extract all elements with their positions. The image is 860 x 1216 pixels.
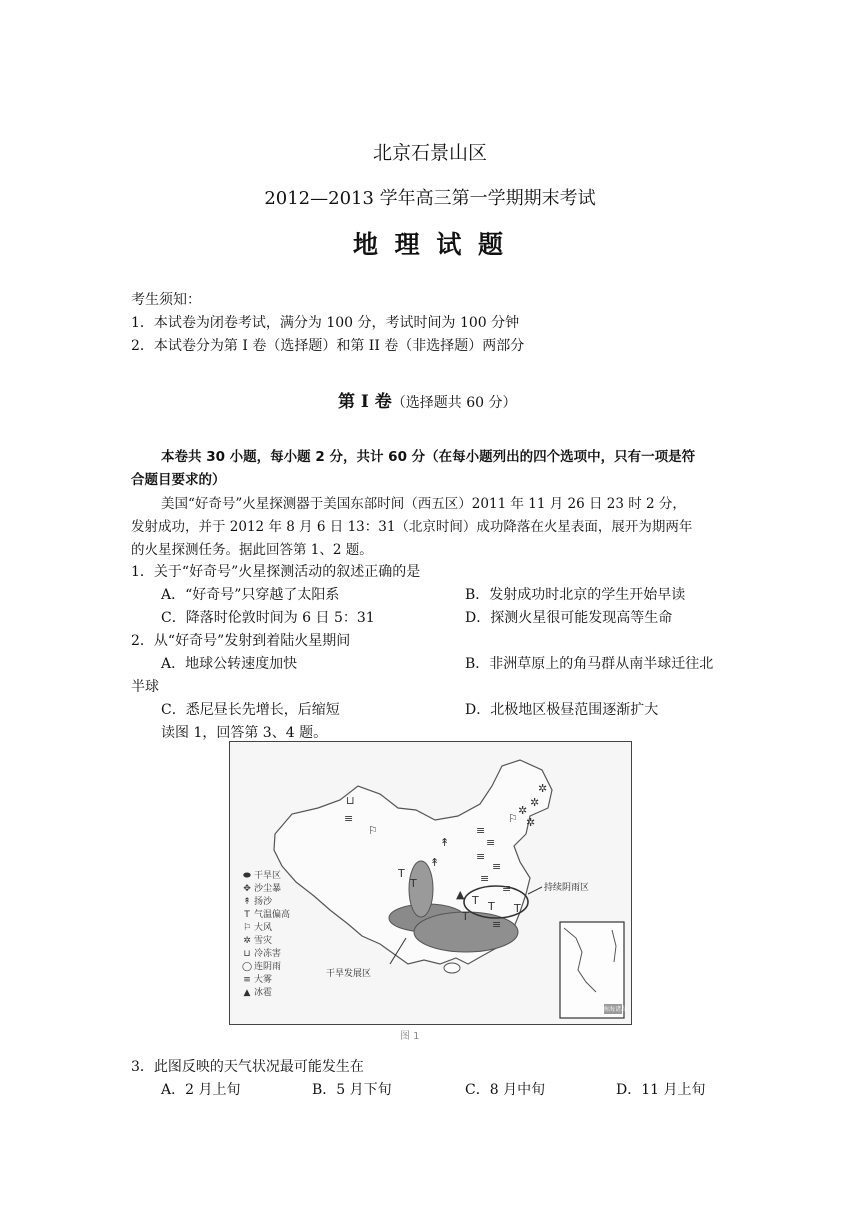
legend-item-snow: [240, 933, 272, 946]
passage-line-3: 的火星探测任务。据此回答第 1、2 题。: [131, 542, 373, 558]
symbol-wind: ⚐: [508, 812, 518, 825]
section-title: [338, 387, 517, 412]
symbol-sand: ↟: [430, 856, 440, 869]
symbol-fog: ≡: [502, 882, 512, 895]
instructions-line-1: 本卷共 30 小题，每小题 2 分，共计 60 分（在每小题列出的四个选项中，只有一项是符: [161, 449, 696, 465]
symbol-snow: ✲: [526, 816, 536, 829]
symbol-sand: ↟: [440, 836, 450, 849]
frost-icon: ⊔: [243, 949, 251, 959]
question-2-option-b[interactable]: B．非洲草原上的角马群从南半球迁往北: [465, 656, 714, 672]
hainan-island: [444, 963, 460, 973]
legend-item-frost: [240, 946, 281, 959]
circle-icon: ◯: [241, 962, 253, 972]
symbol-fog: ≡: [492, 860, 502, 873]
symbol-fog: ≡: [476, 850, 486, 863]
question-2-stem: 2．从“好奇号”发射到着陆火星期间: [131, 633, 351, 649]
question-2-option-c[interactable]: C．悉尼昼长先增长，后缩短: [161, 702, 340, 718]
blowing-sand-icon: ↟: [243, 897, 251, 907]
legend-item-hail: [240, 985, 272, 998]
question-2-option-d[interactable]: D．北极地区极昼范围逐渐扩大: [465, 702, 659, 718]
notice-heading: 考生须知：: [131, 292, 201, 308]
symbol-fog: ≡: [486, 836, 496, 849]
fog-icon: ≡: [243, 975, 251, 985]
triangle-icon: ▲: [243, 988, 251, 998]
symbol-high-temp: T: [472, 894, 479, 907]
legend-item-sandstorm: [240, 881, 281, 894]
high-temperature-icon: T: [244, 910, 250, 920]
question-3-option-a[interactable]: A．2 月上旬: [161, 1082, 241, 1098]
notice-item-1: 1．本试卷为闭卷考试，满分为 100 分，考试时间为 100 分钟: [131, 315, 520, 331]
rain-label-leader: [528, 887, 542, 894]
legend-item-gale: [240, 920, 272, 933]
question-1-option-c[interactable]: C．降落时伦敦时间为 6 日 5：31: [161, 610, 375, 626]
legend-label: 沙尘暴: [254, 884, 282, 894]
legend-label: 大雾: [254, 975, 273, 985]
figure-caption: 图 1: [400, 1031, 420, 1042]
inset-label: 南海诸岛: [603, 1006, 628, 1013]
legend-item-rain: [240, 959, 281, 972]
legend-label: 气温偏高: [254, 910, 291, 920]
exam-title: 2012—2013 学年高三第一学期期末考试: [264, 188, 596, 209]
question-3-stem: 3．此图反映的天气状况最可能发生在: [131, 1059, 364, 1075]
legend-item-fog: [240, 972, 272, 985]
figure-intro: 读图 1，回答第 3、4 题。: [161, 725, 328, 741]
legend-label: 干旱区: [254, 871, 282, 881]
subject-title: 地 理 试 题: [352, 230, 508, 259]
question-3-option-b[interactable]: B．5 月下旬: [312, 1082, 392, 1098]
snowflake-icon: ✲: [243, 936, 251, 946]
weather-map-figure: [229, 741, 632, 1025]
symbol-hail: ▲: [456, 888, 465, 901]
question-1-option-a[interactable]: A．“好奇号”只穿越了太阳系: [161, 587, 340, 603]
symbol-fog: ≡: [476, 824, 486, 837]
legend-label: 扬沙: [254, 897, 273, 907]
question-2-option-a[interactable]: A．地球公转速度加快: [161, 656, 298, 672]
question-3-option-d[interactable]: D．11 月上旬: [616, 1082, 706, 1098]
question-1-option-b[interactable]: B．发射成功时北京的学生开始早读: [465, 587, 686, 603]
legend-label: 雪灾: [254, 936, 273, 946]
question-1-option-d[interactable]: D．探测火星很可能发现高等生命: [465, 610, 673, 626]
symbol-fog: ≡: [480, 872, 490, 885]
question-2-option-b-continued: 半球: [131, 679, 159, 695]
symbol-high-temp: T: [462, 910, 469, 923]
legend-item-blowing-sand: [240, 894, 272, 907]
symbol-high-temp: T: [398, 867, 405, 880]
drought-icon: ⬬: [243, 871, 251, 881]
flag-icon: ⚐: [242, 923, 252, 933]
passage-line-1: 美国“好奇号”火星探测器于美国东部时间（西五区）2011 年 11 月 26 日 23 时 2 分，: [161, 496, 686, 512]
district-title: 北京石景山区: [372, 142, 487, 164]
legend-label: 大风: [254, 923, 273, 933]
symbol-snow: ✲: [518, 804, 528, 817]
label-drought-development: 干旱发展区: [326, 969, 372, 979]
question-3-option-c[interactable]: C．8 月中旬: [465, 1082, 546, 1098]
section-title-main: 第 Ⅰ 卷: [338, 392, 392, 412]
symbol-high-temp: T: [410, 877, 417, 890]
legend-label: 冷冻害: [254, 949, 282, 959]
symbol-cold-damage: ⊔: [346, 794, 355, 807]
passage-line-2: 发射成功，并于 2012 年 8 月 6 日 13：31（北京时间）成功降落在火星表面，展开为期两年: [131, 519, 693, 535]
instructions-line-2: 合题目要求的）: [131, 472, 226, 488]
legend-label: 冰雹: [254, 988, 273, 998]
notice-item-2: 2．本试卷分为第 I 卷（选择题）和第 II 卷（非选择题）两部分: [131, 338, 525, 354]
symbol-snow: ✲: [530, 796, 540, 809]
legend-item-drought: [240, 868, 281, 881]
legend-label: 连阴雨: [254, 962, 282, 972]
symbol-high-temp: T: [488, 900, 495, 913]
legend-item-high-temp: [240, 907, 290, 920]
sandstorm-icon: ✥: [243, 884, 251, 894]
label-continuous-rain: 持续阴雨区: [544, 883, 590, 893]
question-1-stem: 1．关于“好奇号”火星探测活动的叙述正确的是: [131, 564, 421, 580]
symbol-wind: ⚐: [368, 824, 378, 837]
symbol-high-temp: T: [514, 902, 521, 915]
symbol-fog: ≡: [492, 918, 502, 931]
symbol-fog: ≡: [344, 812, 354, 825]
section-title-sub: （选择题共 60 分）: [391, 395, 517, 411]
symbol-snow: ✲: [538, 782, 548, 795]
